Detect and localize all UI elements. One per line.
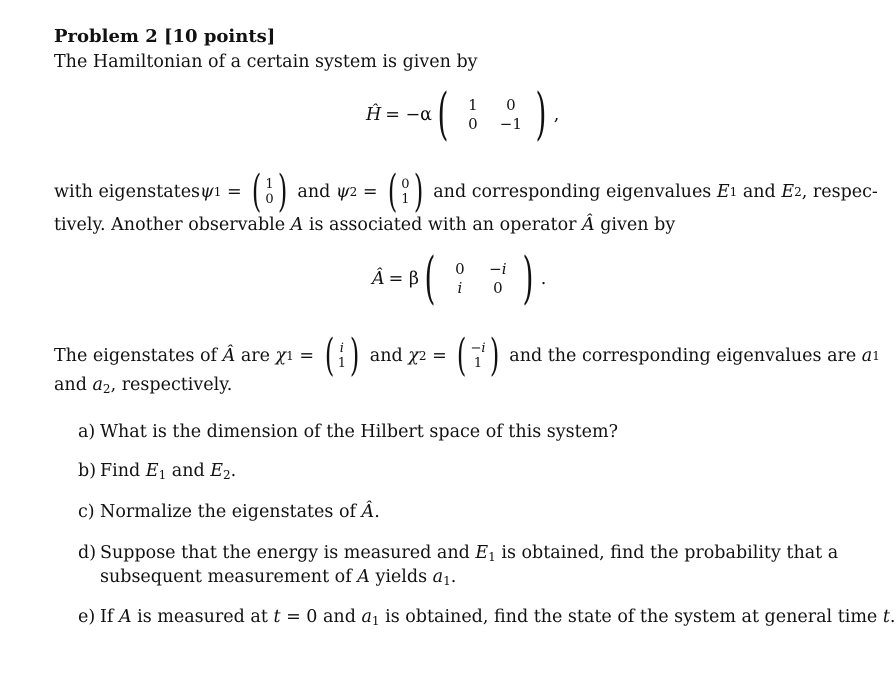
text-fragment: and <box>291 182 336 202</box>
a-eigenstates-line <box>54 330 880 381</box>
text-fragment: subsequent measurement of <box>100 567 358 587</box>
text-fragment: , respec- <box>801 182 878 202</box>
question-label: a) <box>78 422 96 442</box>
vector-entry: 0 <box>401 177 410 192</box>
matrix-cell: i <box>457 279 463 297</box>
Ahat-symbol: Â <box>222 346 236 366</box>
matrix-cell: −i <box>489 260 507 278</box>
psi2-vector <box>384 166 427 217</box>
matrix-cell: 0 <box>468 115 478 133</box>
text-fragment: and <box>737 182 782 202</box>
intro-text: The Hamiltonian of a certain system is given by <box>54 52 478 72</box>
trailing-period: . <box>540 269 547 289</box>
E1-symbol: E <box>716 182 730 202</box>
question-b <box>78 460 236 486</box>
right-paren: ) <box>277 166 287 217</box>
text-fragment: with eigenstates <box>54 182 201 202</box>
text-fragment: , respectively. <box>110 375 233 395</box>
text-fragment: and <box>166 461 211 481</box>
left-paren: ( <box>387 166 398 217</box>
text-fragment: If <box>100 607 119 627</box>
chi1-vector <box>321 330 364 381</box>
matrix-cell: 1 <box>468 96 478 114</box>
text-fragment: is obtained, find the state of the system at general time <box>379 607 883 627</box>
matrix-cell: 0 <box>455 260 465 278</box>
right-paren: ) <box>489 330 499 381</box>
E1-symbol: E <box>145 461 159 481</box>
vector-entry: 1 <box>337 356 347 371</box>
hamiltonian-matrix <box>432 82 552 147</box>
subscript: 1 <box>729 185 738 199</box>
equals: = <box>221 182 248 202</box>
text-fragment: and <box>364 346 409 366</box>
t-symbol: t <box>273 607 281 627</box>
hamiltonian-equation <box>366 82 560 147</box>
right-paren: ) <box>535 82 547 147</box>
psi2-symbol: ψ <box>335 182 350 202</box>
hamiltonian-eq-prefix: = −α <box>385 105 432 125</box>
subscript: 2 <box>349 185 358 199</box>
question-e <box>78 606 895 632</box>
question-d <box>78 542 838 568</box>
vector-entry: 1 <box>265 177 274 192</box>
subscript: 2 <box>223 468 231 482</box>
vector-entry: −i <box>470 341 486 356</box>
question-c <box>78 501 380 523</box>
operator-a-matrix <box>419 246 539 311</box>
operator-a-symbol: Â <box>372 269 385 289</box>
text-fragment: are <box>235 346 276 366</box>
subscript: 1 <box>371 614 380 628</box>
text-fragment: Normalize the eigenstates of <box>100 502 362 522</box>
text-fragment: yields <box>369 567 433 587</box>
left-paren: ( <box>424 246 436 311</box>
respectively-line <box>54 374 232 400</box>
question-label: e) <box>78 607 96 627</box>
text-fragment: . <box>889 607 896 627</box>
text-fragment: is measured at <box>131 607 274 627</box>
matrix-cell: −1 <box>499 115 522 133</box>
text-fragment: and <box>54 375 93 395</box>
operator-a-equation <box>372 246 547 311</box>
left-paren: ( <box>252 166 262 217</box>
text-fragment: . <box>450 567 457 587</box>
text-fragment: The eigenstates of <box>54 346 223 366</box>
problem-title: Problem 2 [10 points] <box>54 26 276 47</box>
text-fragment: tively. Another observable <box>54 215 291 235</box>
text-fragment: Suppose that the energy is measured and <box>100 543 476 563</box>
matrix-cell: 0 <box>506 96 516 114</box>
operator-a-eq-prefix: = β <box>388 269 419 289</box>
subscript: 1 <box>158 468 167 482</box>
a1-symbol: a <box>861 346 873 366</box>
subscript: 2 <box>418 349 427 363</box>
text-fragment: Find <box>100 461 146 481</box>
subscript: 1 <box>286 349 294 363</box>
hamiltonian-symbol: Ĥ <box>366 105 382 125</box>
text-fragment: . <box>374 502 380 522</box>
A-symbol: A <box>357 567 370 587</box>
A-symbol: A <box>118 607 132 627</box>
vector-entry: 0 <box>265 192 274 207</box>
vector-entry: 1 <box>473 356 483 371</box>
text-fragment: and the corresponding eigenvalues are <box>503 346 862 366</box>
text-fragment: is associated with an operator <box>303 215 583 235</box>
vector-entry: 1 <box>401 192 410 207</box>
right-paren: ) <box>349 330 360 381</box>
A-symbol: A <box>290 215 304 235</box>
Ahat-symbol: Â <box>582 215 595 235</box>
Ahat-symbol: Â <box>361 502 375 522</box>
E1-symbol: E <box>475 543 489 563</box>
question-text: What is the dimension of the Hilbert space of this system? <box>100 422 618 442</box>
question-label: b) <box>78 461 97 481</box>
subscript: 2 <box>102 382 111 396</box>
a2-symbol: a <box>92 375 103 395</box>
psi1-vector <box>248 166 291 217</box>
text-fragment: is obtained, find the probability that a <box>495 543 839 563</box>
a1-symbol: a <box>432 567 444 587</box>
right-paren: ) <box>522 246 534 311</box>
subscript: 1 <box>213 185 222 199</box>
left-paren: ( <box>437 82 449 147</box>
text-fragment: . <box>230 461 237 481</box>
psi1-symbol: ψ <box>200 182 214 202</box>
subscript: 1 <box>443 574 451 588</box>
subscript: 1 <box>872 349 880 363</box>
equals: = <box>426 346 453 366</box>
left-paren: ( <box>324 330 334 381</box>
right-paren: ) <box>413 166 423 217</box>
left-paren: ( <box>457 330 467 381</box>
vector-entry: i <box>339 341 344 356</box>
E2-symbol: E <box>781 182 795 202</box>
trailing-comma: , <box>553 105 560 125</box>
chi2-symbol: χ <box>408 346 419 366</box>
eigenstates-line <box>54 166 878 217</box>
text-fragment: and corresponding eigenvalues <box>427 182 717 202</box>
t-symbol: t <box>882 607 890 627</box>
subscript: 2 <box>794 185 802 199</box>
subscript: 1 <box>488 550 496 564</box>
observable-line <box>54 214 675 236</box>
question-label: d) <box>78 543 97 563</box>
equals: = <box>293 346 320 366</box>
matrix-cell: 0 <box>493 279 503 297</box>
text-fragment: given by <box>594 215 676 235</box>
a1-symbol: a <box>361 607 372 627</box>
text-fragment: = 0 and <box>280 607 362 627</box>
chi2-vector <box>453 330 502 381</box>
question-label: c) <box>78 502 95 522</box>
question-a <box>78 421 618 443</box>
equals: = <box>357 182 384 202</box>
chi1-symbol: χ <box>275 346 287 366</box>
E2-symbol: E <box>210 461 224 481</box>
question-d-continued <box>100 566 456 592</box>
